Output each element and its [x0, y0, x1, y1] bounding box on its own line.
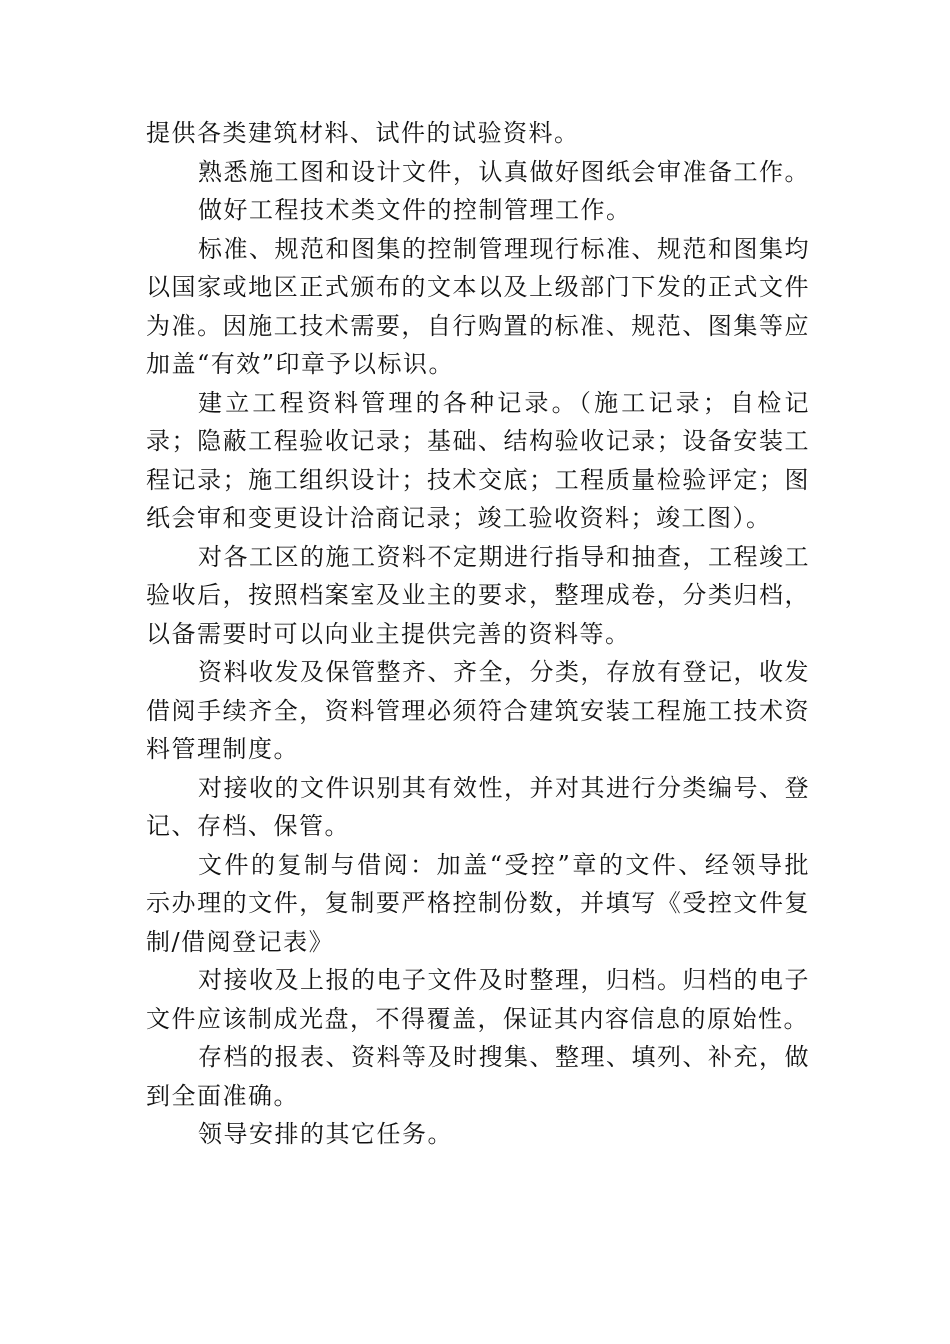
paragraph-technical-files: 做好工程技术类文件的控制管理工作。: [198, 196, 632, 224]
paragraph-file-identification: 对接收的文件识别其有效性，并对其进行分类编号、登记、存档、保管。: [146, 773, 810, 840]
paragraph-storage: 资料收发及保管整齐、齐全，分类，存放有登记，收发借阅手续齐全，资料管理必须符合建筑安装工程施工技术资料管理制度。: [146, 658, 810, 763]
paragraph-records: 建立工程资料管理的各种记录。（施工记录；自检记录；隐蔽工程验收记录；基础、结构验收记录；设备安装工程记录；施工组织设计；技术交底；工程质量检验评定；图纸会审和变更设计洽商记录；竣工验收资料；竣工图）。: [146, 388, 810, 532]
paragraph-drawings-review: 熟悉施工图和设计文件，认真做好图纸会审准备工作。: [198, 157, 810, 186]
document-body: [146, 114, 810, 1154]
paragraph-electronic-files: 对接收及上报的电子文件及时整理，归档。归档的电子文件应该制成光盘，不得覆盖，保证其内容信息的原始性。: [146, 966, 810, 1033]
paragraph-inspection: 对各工区的施工资料不定期进行指导和抽查，工程竣工验收后，按照档案室及业主的要求，整理成卷，分类归档，以备需要时可以向业主提供完善的资料等。: [146, 542, 810, 648]
paragraph-copy-borrow: 文件的复制与借阅：加盖“受控”章的文件、经领导批示办理的文件，复制要严格控制份数，并填写《受控文件复制/借阅登记表》: [146, 850, 810, 956]
paragraph-archive-reports: 存档的报表、资料等及时搜集、整理、填列、补充，做到全面准确。: [146, 1043, 810, 1110]
paragraph-other-tasks: 领导安排的其它任务。: [198, 1120, 453, 1148]
paragraph-test-materials: 提供各类建筑材料、试件的试验资料。: [146, 119, 580, 147]
paragraph-standards-control: 标准、规范和图集的控制管理现行标准、规范和图集均以国家或地区正式颁布的文本以及上级部门下发的正式文件为准。因施工技术需要，自行购置的标准、规范、图集等应加盖“有效”印章予以标识。: [146, 234, 810, 378]
